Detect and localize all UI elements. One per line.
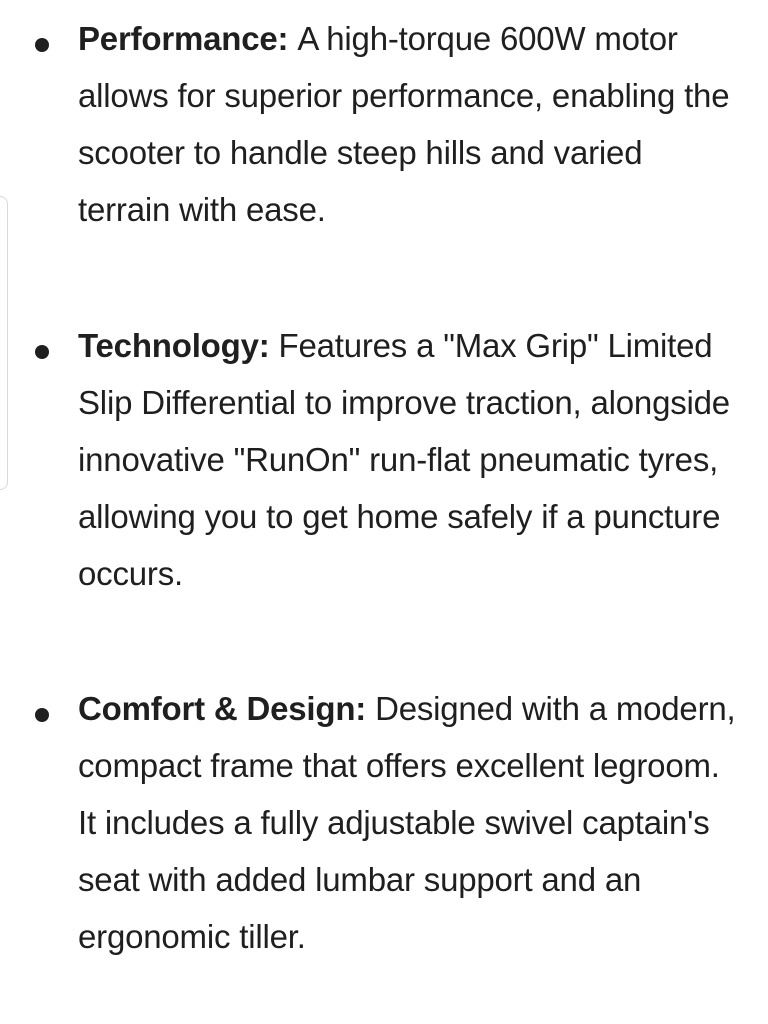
list-item-title: Technology: (78, 327, 279, 364)
bullet-icon (35, 345, 49, 359)
list-item-title: Comfort & Design: (78, 690, 376, 727)
list-item-body: A high-torque 600W motor allows for superior performance, enabling the scooter to handle steep hills and varied terrain with ease. (78, 20, 730, 228)
list-item-title: Performance: (78, 20, 298, 57)
side-panel-tab[interactable] (0, 196, 8, 490)
list-item-text (78, 317, 738, 602)
list-item-text (78, 10, 738, 238)
list-item-body: Features a "Max Grip" Limited Slip Differential to improve traction, alongside innovative "RunOn" run-flat pneumatic tyres, allowing you to get home safely if a puncture occurs. (78, 327, 730, 592)
bullet-icon (35, 708, 49, 722)
list-item-body: Designed with a modern, compact frame that offers excellent legroom. It includes a fully adjustable swivel captain's seat with added lumbar support and an ergonomic tiller. (78, 690, 736, 955)
bullet-icon (35, 38, 49, 52)
list-item-text (78, 680, 738, 965)
